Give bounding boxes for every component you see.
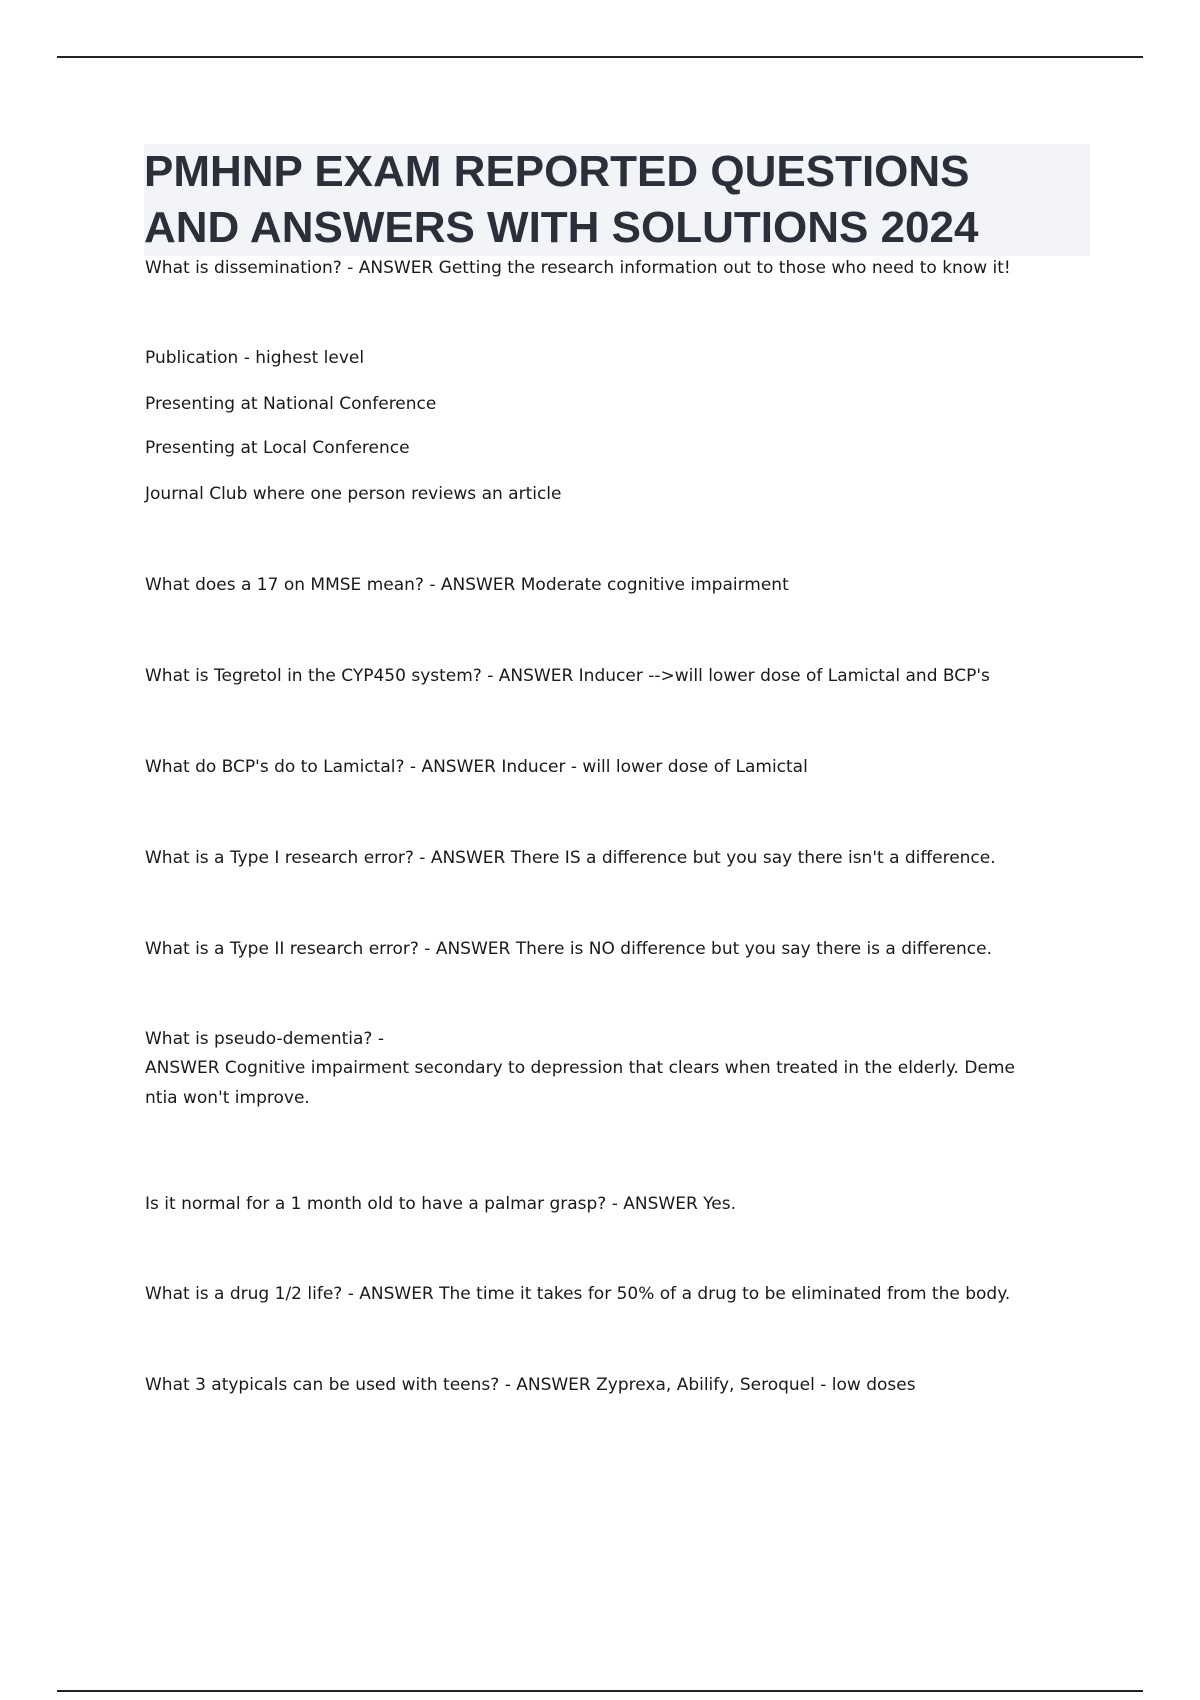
- document-title: [144, 144, 1090, 256]
- qa-palmar-grasp: Is it normal for a 1 month old to have a palmar grasp? - ANSWER Yes.: [145, 1194, 737, 1214]
- qa-tegretol: What is Tegretol in the CYP450 system? - ANSWER Inducer -->will lower dose of Lamictal and BCP's: [145, 666, 990, 686]
- qa-mmse: What does a 17 on MMSE mean? - ANSWER Moderate cognitive impairment: [145, 575, 789, 595]
- title-line-1: PMHNP EXAM REPORTED QUESTIONS: [144, 147, 970, 196]
- qa-type-2-error: What is a Type II research error? - ANSWER There is NO difference but you say there is a difference.: [145, 939, 992, 959]
- list-item-local-conference: Presenting at Local Conference: [145, 438, 410, 458]
- bottom-rule: [57, 1690, 1143, 1692]
- qa-atypicals-teens: What 3 atypicals can be used with teens? - ANSWER Zyprexa, Abilify, Seroquel - low doses: [145, 1375, 916, 1395]
- qa-type-1-error: What is a Type I research error? - ANSWER There IS a difference but you say there isn't a difference.: [145, 848, 996, 868]
- qa-pseudo-dementia-question: What is pseudo-dementia? -: [145, 1029, 384, 1049]
- title-line-2: AND ANSWERS WITH SOLUTIONS 2024: [144, 203, 979, 252]
- list-item-journal-club: Journal Club where one person reviews an article: [145, 484, 562, 504]
- list-item-publication: Publication - highest level: [145, 348, 365, 368]
- qa-pseudo-dementia-answer: ANSWER Cognitive impairment secondary to depression that clears when treated in the elderly. Deme: [145, 1058, 1015, 1078]
- qa-dissemination: What is dissemination? - ANSWER Getting the research information out to those who need to know it!: [145, 258, 1011, 278]
- qa-pseudo-dementia-answer-cont: ntia won't improve.: [145, 1088, 310, 1108]
- qa-bcp-lamictal: What do BCP's do to Lamictal? - ANSWER Inducer - will lower dose of Lamictal: [145, 757, 808, 777]
- top-rule: [57, 56, 1143, 58]
- list-item-national-conference: Presenting at National Conference: [145, 394, 437, 414]
- qa-half-life: What is a drug 1/2 life? - ANSWER The time it takes for 50% of a drug to be eliminated from the body.: [145, 1284, 1011, 1304]
